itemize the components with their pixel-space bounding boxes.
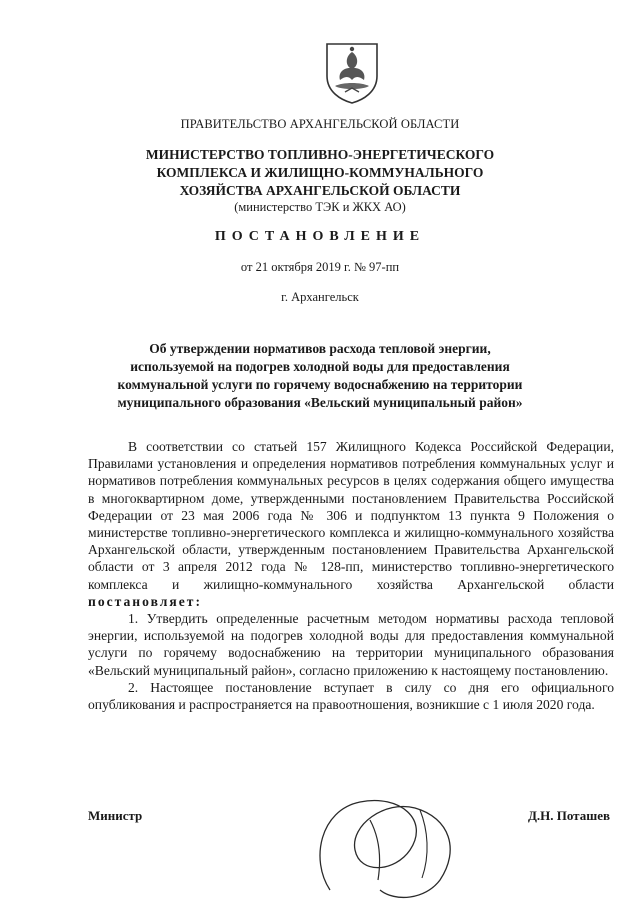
document-body (88, 438, 614, 713)
title-line: муниципального образования «Вельский муниципальный район» (117, 395, 523, 410)
ministry-line: МИНИСТЕРСТВО ТОПЛИВНО-ЭНЕРГЕТИЧЕСКОГО (145, 147, 495, 162)
ministry-short-name: (министерство ТЭК и ЖКХ АО) (234, 200, 406, 214)
title-line: используемой на подогрев холодной воды для предоставления (130, 359, 510, 374)
document-title (0, 340, 640, 412)
coat-of-arms-emblem (323, 40, 381, 104)
handwritten-signature (300, 780, 490, 905)
preamble-text: В соответствии со статьей 157 Жилищного Кодекса Российской Федерации, Правилами установления и определения нормативов потребления коммунальных услуг и нормативов потребления коммунальных ресурсов в целях содержания общего имущества в многоквартирном доме, утвержденными постановлением Правительства Российской Федерации от 23 мая 2006 года № 306 и подпунктом 13 пункта 9 Положения о министерстве топливно-энергетического комплекса и жилищно-коммунального хозяйства Архангельской области, утвержденным постановлением Правительства Архангельской области от 3 апреля 2012 года № 128-пп, министерство топливно-энергетического комплекса и жилищно-коммунального хозяйства Архангельской области (88, 439, 614, 592)
city: г. Архангельск (281, 290, 359, 304)
preamble-paragraph (88, 438, 614, 610)
document-type: ПОСТАНОВЛЕНИЕ (214, 229, 426, 244)
date-and-number: от 21 октября 2019 г. № 97-пп (240, 260, 400, 274)
signatory-name: Д.Н. Поташев (527, 808, 610, 823)
item-paragraph: 1. Утвердить определенные расчетным методом нормативы расхода тепловой энергии, используемой на подогрев холодной воды для предоставления коммунальной услуги по горячему водоснабжению на территории муниципального образования «Вельский муниципальный район», согласно приложению к настоящему постановлению. (88, 611, 614, 678)
ministry-line: ХОЗЯЙСТВА АРХАНГЕЛЬСКОЙ ОБЛАСТИ (179, 183, 461, 198)
signatory-position: Министр (88, 808, 143, 823)
ministry-line: КОМПЛЕКСА И ЖИЛИЩНО-КОММУНАЛЬНОГО (156, 165, 484, 180)
resolves-word: постановляет: (88, 593, 202, 609)
item-paragraph: 2. Настоящее постановление вступает в силу со дня его официального опубликования и распространяется на правоотношения, возникшие с 1 июля 2020 года. (88, 679, 614, 713)
ministry-name (0, 146, 640, 200)
title-line: коммунальной услуги по горячему водоснабжению на территории (117, 377, 523, 392)
title-line: Об утверждении нормативов расхода тепловой энергии, (149, 341, 491, 356)
government-name: ПРАВИТЕЛЬСТВО АРХАНГЕЛЬСКОЙ ОБЛАСТИ (180, 117, 460, 131)
